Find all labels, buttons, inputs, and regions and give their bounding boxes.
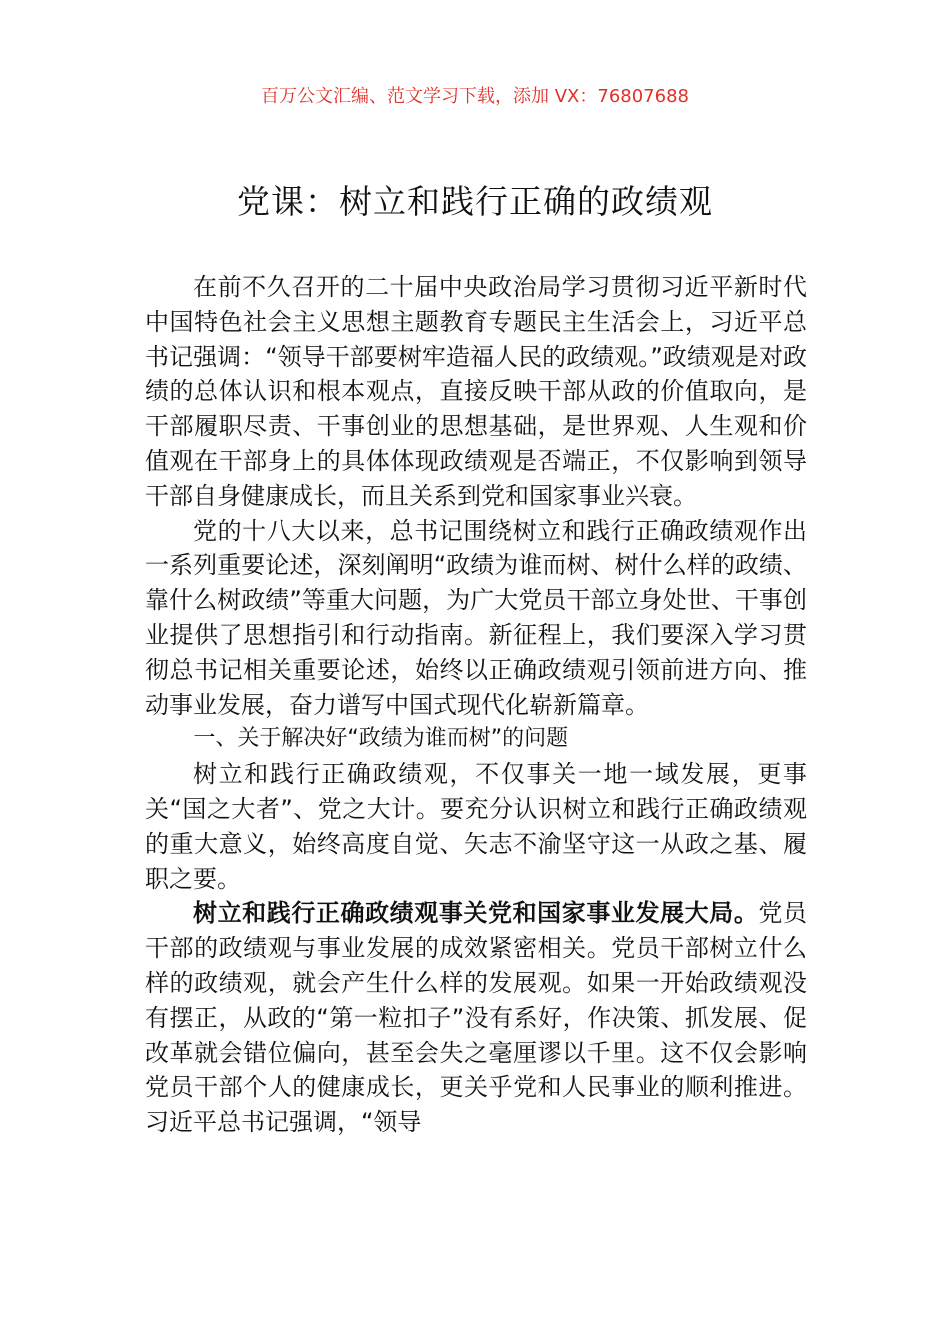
paragraph-intro: 在前不久召开的二十届中央政治局学习贯彻习近平新时代中国特色社会主义思想主题教育专题民主生活会上，习近平总书记强调：“领导干部要树牢造福人民的政绩观。”政绩观是对政绩的总体认识和根本观点，直接反映干部从政的价值取向，是干部履职尽责、干事创业的思想基础，是世界观、人生观和价值观在干部身上的具体体现政绩观是否端正，不仅影响到领导干部自身健康成长，而且关系到党和国家事业兴衰。 <box>145 273 807 510</box>
paragraph-background: 党的十八大以来，总书记围绕树立和践行正确政绩观作出一系列重要论述，深刻阐明“政绩为谁而树、树什么样的政绩、靠什么树政绩”等重大问题，为广大党员干部立身处世、干事创业提供了思想指引和行动指南。新征程上，我们要深入学习贯彻总书记相关重要论述，始终以正确政绩观引领前进方向、推动事业发展，奋力谱写中国式现代化崭新篇章。 <box>145 516 807 719</box>
paragraph-continuation: 党员干部的政绩观与事业发展的成效紧密相关。党员干部树立什么样的政绩观，就会产生什么样的发展观。如果一开始政绩观没有摆正，从政的“第一粒扣子”没有系好，作决策、抓发展、促改革就会错位偏向，甚至会失之毫厘谬以千里。这不仅会影响党员干部个人的健康成长，更关乎党和人民事业的顺利推进。习近平总书记强调，“领导 <box>145 899 808 1137</box>
document-title: 党课：树立和践行正确的政绩观 <box>237 182 713 221</box>
document-body <box>145 270 807 1140</box>
paragraph-bold-lead: 树立和践行正确政绩观事关党和国家事业发展大局。 <box>193 899 759 928</box>
watermark-text: 百万公文汇编、范文学习下载，添加 VX：76807688 <box>261 86 689 107</box>
paragraph-significance: 树立和践行正确政绩观，不仅事关一地一域发展，更事关“国之大者”、党之大计。要充分认识树立和践行正确政绩观的重大意义，始终高度自觉、矢志不渝坚守这一从政之基、履职之要。 <box>145 760 807 893</box>
section-heading-1: 一、关于解决好“政绩为谁而树”的问题 <box>193 726 569 752</box>
paragraph-overall-situation <box>145 896 807 1140</box>
